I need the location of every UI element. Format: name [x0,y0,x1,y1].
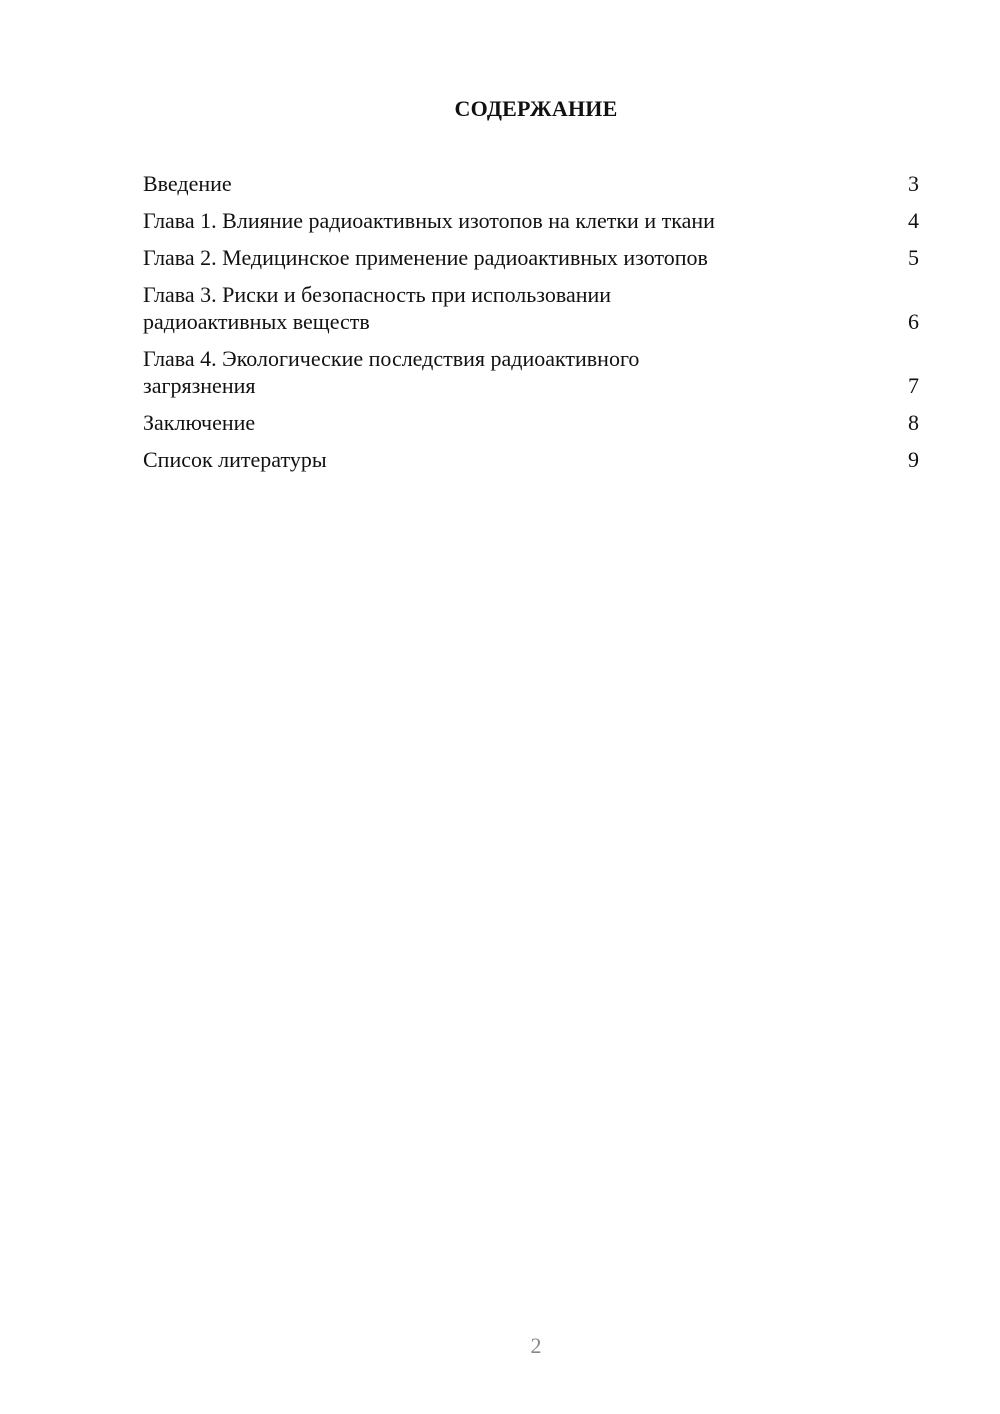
toc-entry-page: 5 [908,245,919,270]
toc-entry-chapter-4[interactable] [143,345,919,399]
toc-entry-chapter-2[interactable] [143,244,919,271]
toc-entry-title: Заключение [143,410,256,435]
toc-entry-conclusion[interactable] [143,409,919,436]
toc-entry-title: Глава 4. Экологические последствия радиоактивного загрязнения [143,346,640,398]
toc-entry-page: 6 [908,309,919,334]
toc-entry-title: Список литературы [143,447,327,472]
toc-entry-title: Введение [143,171,232,196]
page-number: 2 [530,1333,542,1358]
toc-entry-title: Глава 3. Риски и безопасность при использовании радиоактивных веществ [143,282,612,334]
toc-heading: СОДЕРЖАНИЕ [454,96,618,121]
table-of-contents [143,170,919,483]
toc-entry-page: 7 [908,373,919,398]
toc-entry-page: 4 [908,208,919,233]
toc-entry-chapter-3[interactable] [143,281,919,335]
toc-entry-page: 8 [908,410,919,435]
toc-entry-references[interactable] [143,446,919,473]
toc-entry-page: 3 [908,171,919,196]
toc-entry-chapter-1[interactable] [143,207,919,234]
toc-entry-introduction[interactable] [143,170,919,197]
toc-entry-title: Глава 1. Влияние радиоактивных изотопов на клетки и ткани [143,208,715,233]
toc-entry-page: 9 [908,447,919,472]
toc-entry-title: Глава 2. Медицинское применение радиоактивных изотопов [143,245,708,270]
